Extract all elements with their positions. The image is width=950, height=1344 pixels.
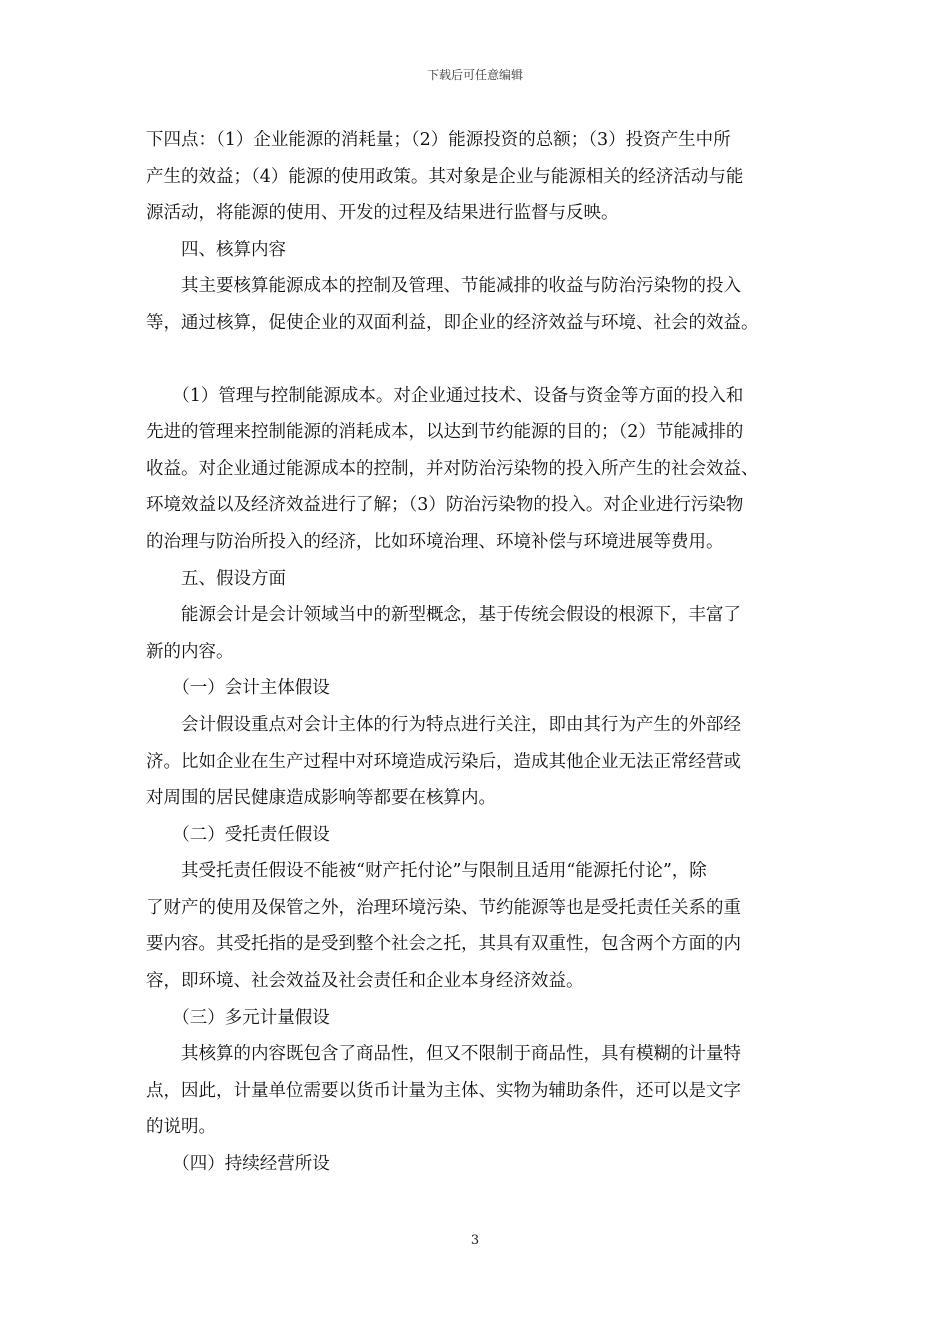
- text-line: 环境效益以及经济效益进行了解；（3）防治污染物的投入。对企业进行污染物: [146, 495, 744, 516]
- document-body: [146, 122, 812, 1183]
- text-line: 能源会计是会计领域当中的新型概念，基于传统会假设的根源下，丰富了: [146, 605, 741, 626]
- text-line: 了财产的使用及保管之外，治理环境污染、节约能源等也是受托责任关系的重: [146, 897, 741, 918]
- subsection-heading: （三）多元计量假设: [146, 1007, 330, 1028]
- section-heading: 四、核算内容: [146, 239, 286, 260]
- page-number: 3: [470, 1233, 480, 1248]
- subsection-heading: （四）持续经营所设: [146, 1154, 330, 1175]
- text-line: 源活动，将能源的使用、开发的过程及结果进行监督与反映。: [146, 203, 619, 224]
- text-line: 的治理与防治所投入的经济，比如环境治理、环境补偿与环境进展等费用。: [146, 531, 724, 552]
- text-line: 的说明。: [146, 1117, 216, 1138]
- text-line: 点，因此，计量单位需要以货币计量为主体、实物为辅助条件，还可以是文字: [146, 1080, 741, 1101]
- text-line: 先进的管理来控制能源的消耗成本，以达到节约能源的目的；（2）节能减排的: [146, 422, 744, 443]
- text-line: 下四点：（1）企业能源的消耗量；（2）能源投资的总额；（3）投资产生中所: [146, 130, 731, 150]
- text-line: 收益。对企业通过能源成本的控制，并对防治污染物的投入所产生的社会效益、: [146, 458, 759, 479]
- text-line: 济。比如企业在生产过程中对环境造成污染后，造成其他企业无法正常经营或: [146, 751, 741, 772]
- text-line: （1）管理与控制能源成本。对企业通过技术、设备与资金等方面的投入和: [146, 385, 744, 406]
- text-line: 等，通过核算，促使企业的双面利益，即企业的经济效益与环境、社会的效益。: [146, 312, 759, 333]
- subsection-heading: （二）受托责任假设: [146, 824, 330, 845]
- page-header: 下载后可任意编辑: [426, 68, 523, 82]
- text-line: 容，即环境、社会效益及社会责任和企业本身经济效益。: [146, 971, 584, 992]
- section-heading: 五、假设方面: [146, 568, 286, 589]
- text-line: 要内容。其受托指的是受到整个社会之托，其具有双重性，包含两个方面的内: [146, 934, 741, 955]
- subsection-heading: （一）会计主体假设: [146, 678, 330, 699]
- text-line: 新的内容。: [146, 641, 234, 662]
- blank-line: [146, 342, 812, 378]
- text-line: 对周围的居民健康造成影响等都要在核算内。: [146, 788, 496, 809]
- text-line: 会计假设重点对会计主体的行为特点进行关注，即由其行为产生的外部经: [146, 714, 741, 735]
- text-line: 其受托责任假设不能被“财产托付论”与限制且适用“能源托付论”，除: [146, 861, 707, 882]
- text-line: 其核算的内容既包含了商品性，但又不限制于商品性，具有模糊的计量特: [146, 1044, 741, 1065]
- text-line: 产生的效益；（4）能源的使用政策。其对象是企业与能源相关的经济活动与能: [146, 166, 744, 187]
- text-line: 其主要核算能源成本的控制及管理、节能减排的收益与防治污染物的投入: [146, 276, 741, 297]
